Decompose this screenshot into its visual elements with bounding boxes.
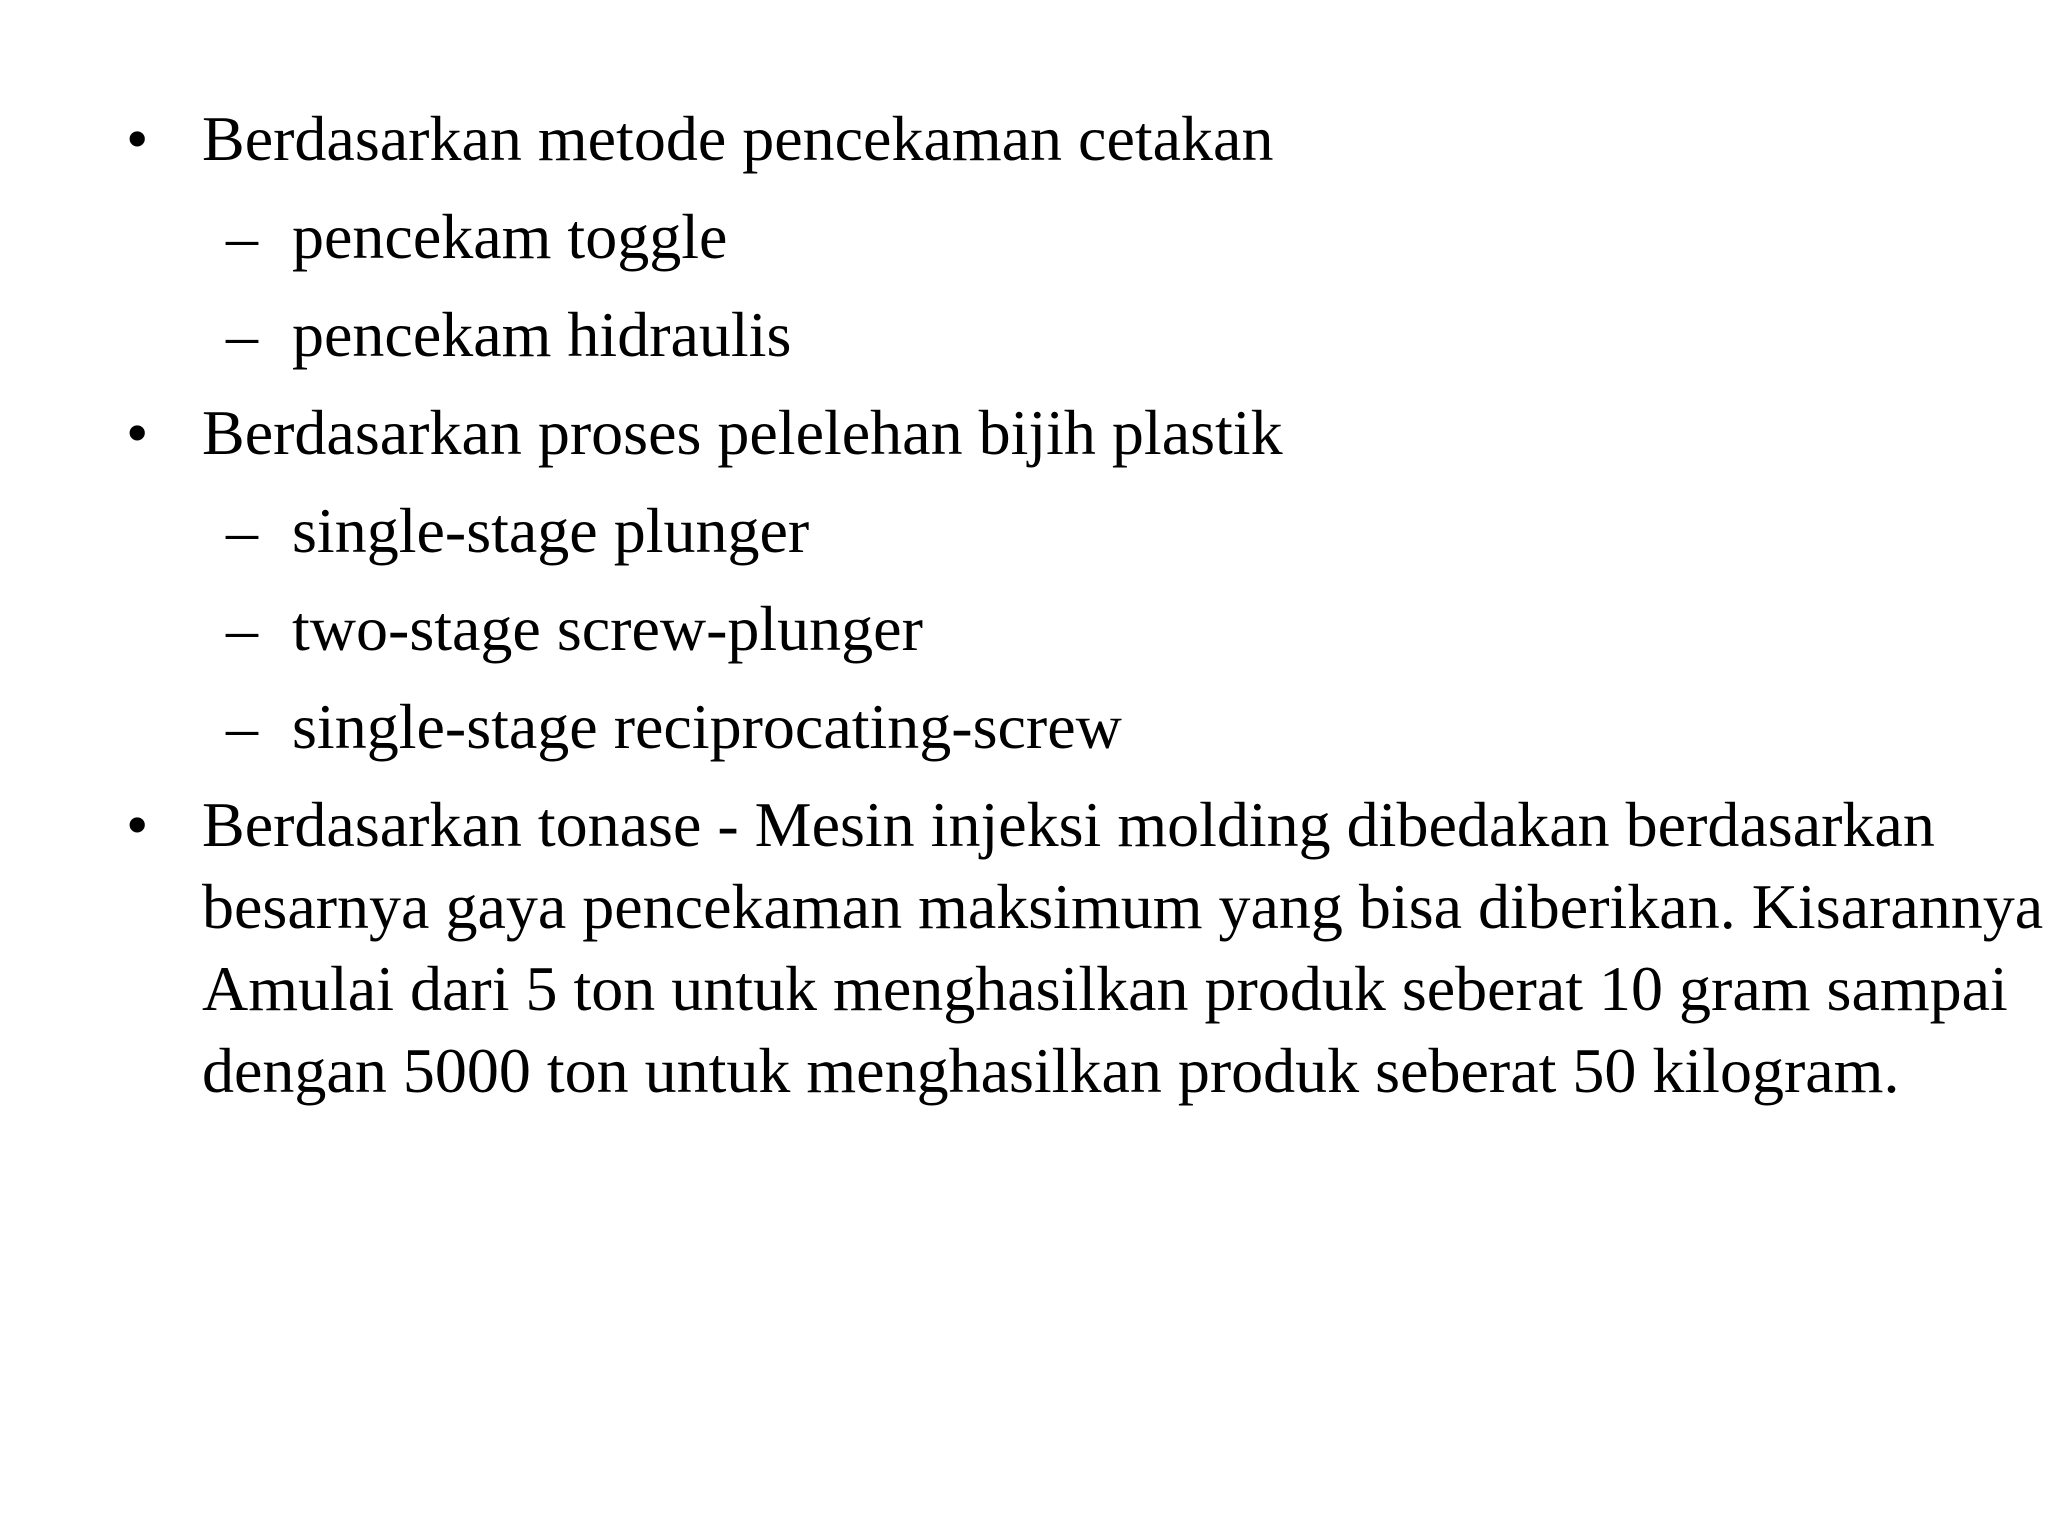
dash-marker: – [226, 495, 258, 566]
bullet-text: Berdasarkan tonase - Mesin injeksi molding dibedakan berdasarkan besarnya gaya pencekaman maksimum yang bisa diberikan. Kisarannya Amulai dari 5 ton untuk menghasilkan produk seberat 10 gram sampai dengan 5000 ton untuk menghasilkan produk seberat 50 kilogram. [202, 789, 2044, 1106]
sub-item-reciprocating-screw [120, 686, 1980, 768]
dash-marker: – [226, 299, 258, 370]
bullet-text: Berdasarkan proses pelelehan bijih plastik [202, 397, 1283, 468]
sub-item-hydraulic-clamp [120, 294, 1980, 376]
sub-item-toggle-clamp [120, 196, 1980, 278]
bullet-item-clamping-method [120, 98, 1980, 180]
sub-item-text: pencekam toggle [292, 201, 728, 272]
bullet-marker: • [126, 397, 149, 468]
dash-marker: – [226, 593, 258, 664]
bullet-marker: • [126, 103, 149, 174]
sub-item-text: single-stage plunger [292, 495, 810, 566]
dash-marker: – [226, 201, 258, 272]
sub-item-single-stage-plunger [120, 490, 1980, 572]
sub-item-two-stage-screw-plunger [120, 588, 1980, 670]
sub-item-text: two-stage screw-plunger [292, 593, 923, 664]
sub-item-text: pencekam hidraulis [292, 299, 792, 370]
bullet-item-melting-process [120, 392, 1980, 474]
bullet-item-tonnage [120, 784, 2044, 1112]
bullet-list [120, 98, 2044, 1128]
dash-marker: – [226, 691, 258, 762]
bullet-text: Berdasarkan metode pencekaman cetakan [202, 103, 1274, 174]
bullet-marker: • [126, 789, 149, 860]
sub-item-text: single-stage reciprocating-screw [292, 691, 1122, 762]
